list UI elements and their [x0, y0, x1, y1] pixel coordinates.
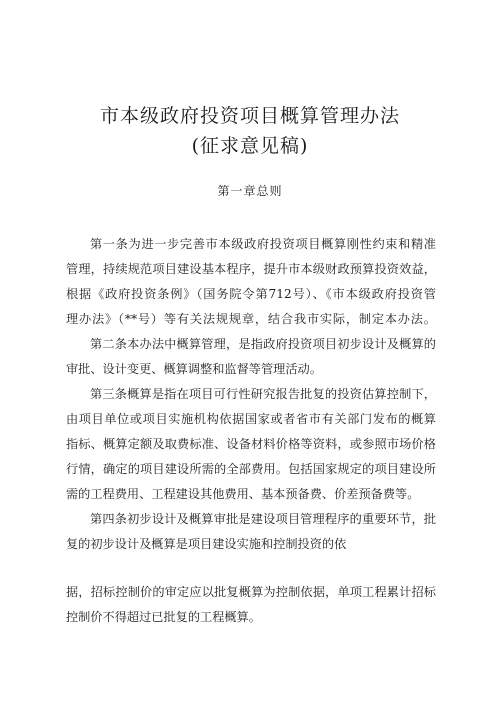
chapter-heading: 第一章总则	[217, 184, 283, 198]
paragraph-line: 指标、概算定额及取费标准、设备材料价格等资料，或参照市场价格	[66, 437, 436, 451]
paragraph-line: 行情，确定的项目建设所需的全部费用。包括国家规定的项目建设所	[66, 462, 436, 476]
paragraph-line: 控制价不得超过已批复的工程概算。	[66, 610, 261, 624]
paragraph-line: 复的初步设计及概算是项目建设实施和控制投资的依	[66, 537, 347, 551]
paragraph-line: 管理，持续规范项目建设基本程序，提升市本级财政预算投资效益，	[66, 262, 436, 276]
paragraph-line: 理办法》（**号）等有关法规规章，结合我市实际，制定本办法。	[66, 312, 436, 326]
document-title: 市本级政府投资项目概算管理办法	[99, 105, 400, 127]
paragraph-line: 第三条概算是指在项目可行性研究报告批复的投资估算控制下，	[90, 387, 436, 401]
paragraph-line: 第一条为进一步完善市本级政府投资项目概算刚性约束和精准	[90, 237, 436, 251]
paragraph-line: 由项目单位或项目实施机构依据国家或者省市有关部门发布的概算	[66, 412, 436, 426]
paragraph-line: 需的工程费用、工程建设其他费用、基本预备费、价差预备费等。	[66, 487, 420, 501]
paragraph-line: 第二条本办法中概算管理，是指政府投资项目初步设计及概算的	[90, 337, 436, 351]
paragraph-line: 第四条初步设计及概算审批是建设项目管理程序的重要环节，批	[90, 512, 436, 526]
paragraph-line: 根据《政府投资条例》（国务院令第712号）、《市本级政府投资管	[66, 287, 436, 301]
document-subtitle: (征求意见稿)	[191, 135, 309, 157]
paragraph-line: 据，招标控制价的审定应以批复概算为控制依据，单项工程累计招标	[66, 585, 436, 599]
paragraph-line: 审批、设计变更、概算调整和监督等管理活动。	[66, 362, 322, 376]
